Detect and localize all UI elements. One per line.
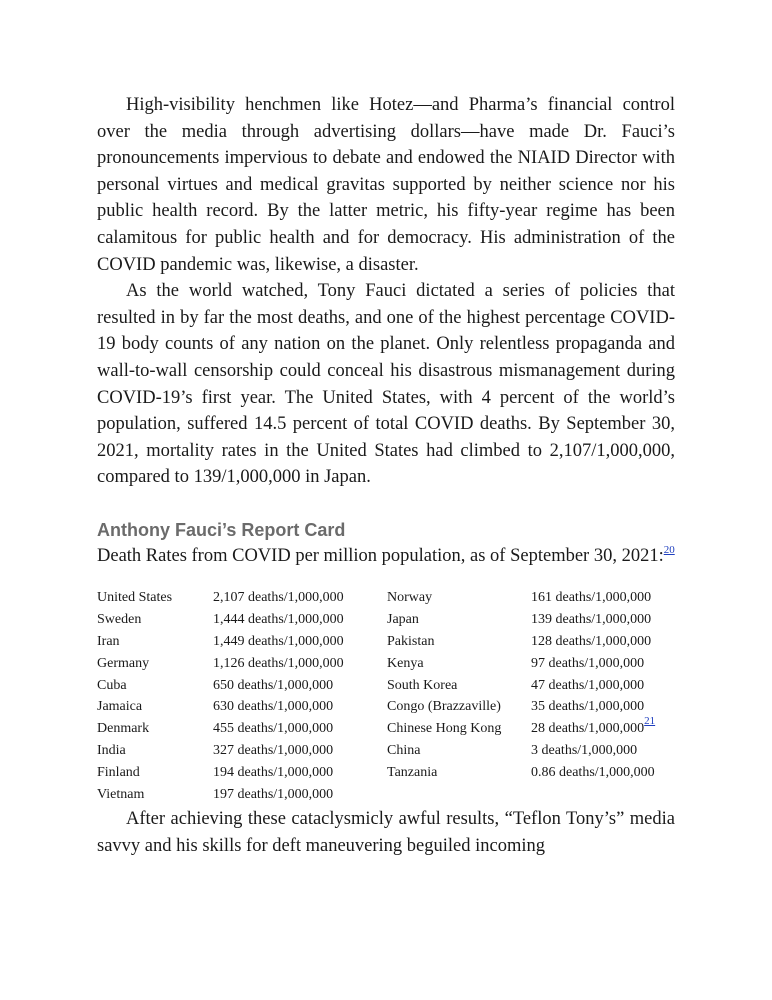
death-rate-value: 630 deaths/1,000,000: [213, 699, 334, 715]
country-name: Iran: [97, 633, 120, 649]
country-name: Denmark: [97, 721, 150, 737]
death-rate-value: 327 deaths/1,000,000: [213, 743, 334, 759]
table-row: [387, 740, 681, 762]
table-row: [97, 718, 387, 740]
table-row: [97, 696, 387, 718]
death-rate-value: 2,107 deaths/1,000,000: [213, 589, 344, 605]
death-rate-value: 650 deaths/1,000,000: [213, 677, 334, 693]
country-name: Tanzania: [387, 765, 438, 781]
death-rate: [213, 696, 387, 718]
death-rate: [531, 609, 681, 631]
country-name: Kenya: [387, 655, 424, 671]
death-rate: [213, 718, 387, 740]
footnote-ref-20: [664, 544, 675, 556]
death-rate-value: 1,449 deaths/1,000,000: [213, 633, 344, 649]
death-rate-value: 128 deaths/1,000,000: [531, 633, 652, 649]
table-column-left: [97, 587, 387, 806]
death-rate-value: 0.86 deaths/1,000,000: [531, 765, 655, 781]
death-rate: [531, 696, 681, 718]
country-name: Jamaica: [97, 699, 143, 715]
table-row: [97, 675, 387, 697]
table-row: [387, 715, 681, 740]
table-row: [97, 653, 387, 675]
country-name: China: [387, 743, 421, 759]
death-rate: [531, 715, 681, 740]
table-row: [97, 784, 387, 806]
death-rate-value: 455 deaths/1,000,000: [213, 721, 334, 737]
death-rate-value: 161 deaths/1,000,000: [531, 589, 652, 605]
death-rate: [531, 631, 681, 653]
death-rate-value: 194 deaths/1,000,000: [213, 765, 334, 781]
paragraph-2: As the world watched, Tony Fauci dictated a series of policies that resulted in by far the most deaths, and one of the highest percentage COVID-19 body counts of any nation on the planet. Only relentless propaganda and wall-to-wall censorship could conceal his disastrous mismanagement during COVID-19’s first year. The United States, with 4 percent of the world’s population, suffered 14.5 percent of total COVID deaths. By September 30, 2021, mortality rates in the United States had climbed to 2,107/1,000,000, compared to 139/1,000,000 in Japan.: [97, 281, 675, 488]
death-rate: [213, 740, 387, 762]
section-heading: Anthony Fauci’s Report Card: [97, 519, 346, 540]
table-row: [387, 653, 681, 675]
table-row: [387, 696, 681, 718]
table-row: [387, 587, 681, 609]
death-rate: [531, 587, 681, 609]
death-rate-value: 3 deaths/1,000,000: [531, 743, 638, 759]
document-page: [97, 92, 675, 859]
paragraph-3: After achieving these cataclysmicly awful results, “Teflon Tony’s” media savvy and his skills for deft maneuvering beguiled incoming: [97, 808, 675, 856]
table-row: [97, 740, 387, 762]
country-name: India: [97, 743, 126, 759]
country-name: Vietnam: [97, 787, 145, 803]
death-rate: [213, 653, 387, 675]
country-name: Sweden: [97, 611, 142, 627]
death-rate: [213, 675, 387, 697]
country-name: Chinese Hong Kong: [387, 721, 502, 737]
death-rates-table: [97, 587, 675, 806]
country-name: Germany: [97, 655, 150, 671]
table-caption: [97, 543, 675, 570]
country-name: South Korea: [387, 677, 458, 693]
death-rate-value: 1,126 deaths/1,000,000: [213, 655, 344, 671]
country-name: Cuba: [97, 677, 127, 693]
table-row: [97, 587, 387, 609]
death-rate-value: 35 deaths/1,000,000: [531, 699, 645, 715]
death-rate-value: 97 deaths/1,000,000: [531, 655, 645, 671]
table-row: [387, 762, 681, 784]
death-rate-value: 197 deaths/1,000,000: [213, 787, 334, 803]
country-name: United States: [97, 589, 173, 605]
country-name: Finland: [97, 765, 140, 781]
footnote-link-20[interactable]: 20: [663, 543, 675, 556]
table-row: [387, 609, 681, 631]
table-row: [97, 762, 387, 784]
paragraph-1: High-visibility henchmen like Hotez—and Pharma’s financial control over the media through advertising dollars—have made Dr. Fauci’s pronouncements impervious to debate and endowed the NIAID Director with personal virtues and medical gravitas supported by neither science nor his public health record. By the latter metric, his fifty-year regime has been calamitous for public health and for democracy. His administration of the COVID pandemic was, likewise, a disaster.: [97, 95, 675, 275]
country-name: Norway: [387, 589, 433, 605]
table-row: [97, 631, 387, 653]
table-caption-text: Death Rates from COVID per million population, as of September 30, 2021:: [97, 545, 664, 566]
death-rate: [531, 675, 681, 697]
footnote-link-21[interactable]: 21: [644, 715, 656, 728]
country-name: Pakistan: [387, 633, 435, 649]
table-row: [387, 631, 681, 653]
death-rate-value: 28 deaths/1,000,000: [531, 721, 645, 737]
death-rate: [213, 631, 387, 653]
footnote-ref-21: [644, 715, 655, 727]
death-rate: [213, 762, 387, 784]
death-rate: [213, 609, 387, 631]
table-row: [387, 675, 681, 697]
table-row: [97, 609, 387, 631]
death-rate: [531, 762, 681, 784]
death-rate-value: 1,444 deaths/1,000,000: [213, 611, 344, 627]
country-name: Japan: [387, 611, 419, 627]
table-column-right: [387, 587, 681, 806]
death-rate: [531, 740, 681, 762]
death-rate-value: 139 deaths/1,000,000: [531, 611, 652, 627]
death-rate: [213, 784, 387, 806]
death-rate: [531, 653, 681, 675]
country-name: Congo (Brazzaville): [387, 699, 501, 715]
death-rate: [213, 587, 387, 609]
death-rate-value: 47 deaths/1,000,000: [531, 677, 645, 693]
